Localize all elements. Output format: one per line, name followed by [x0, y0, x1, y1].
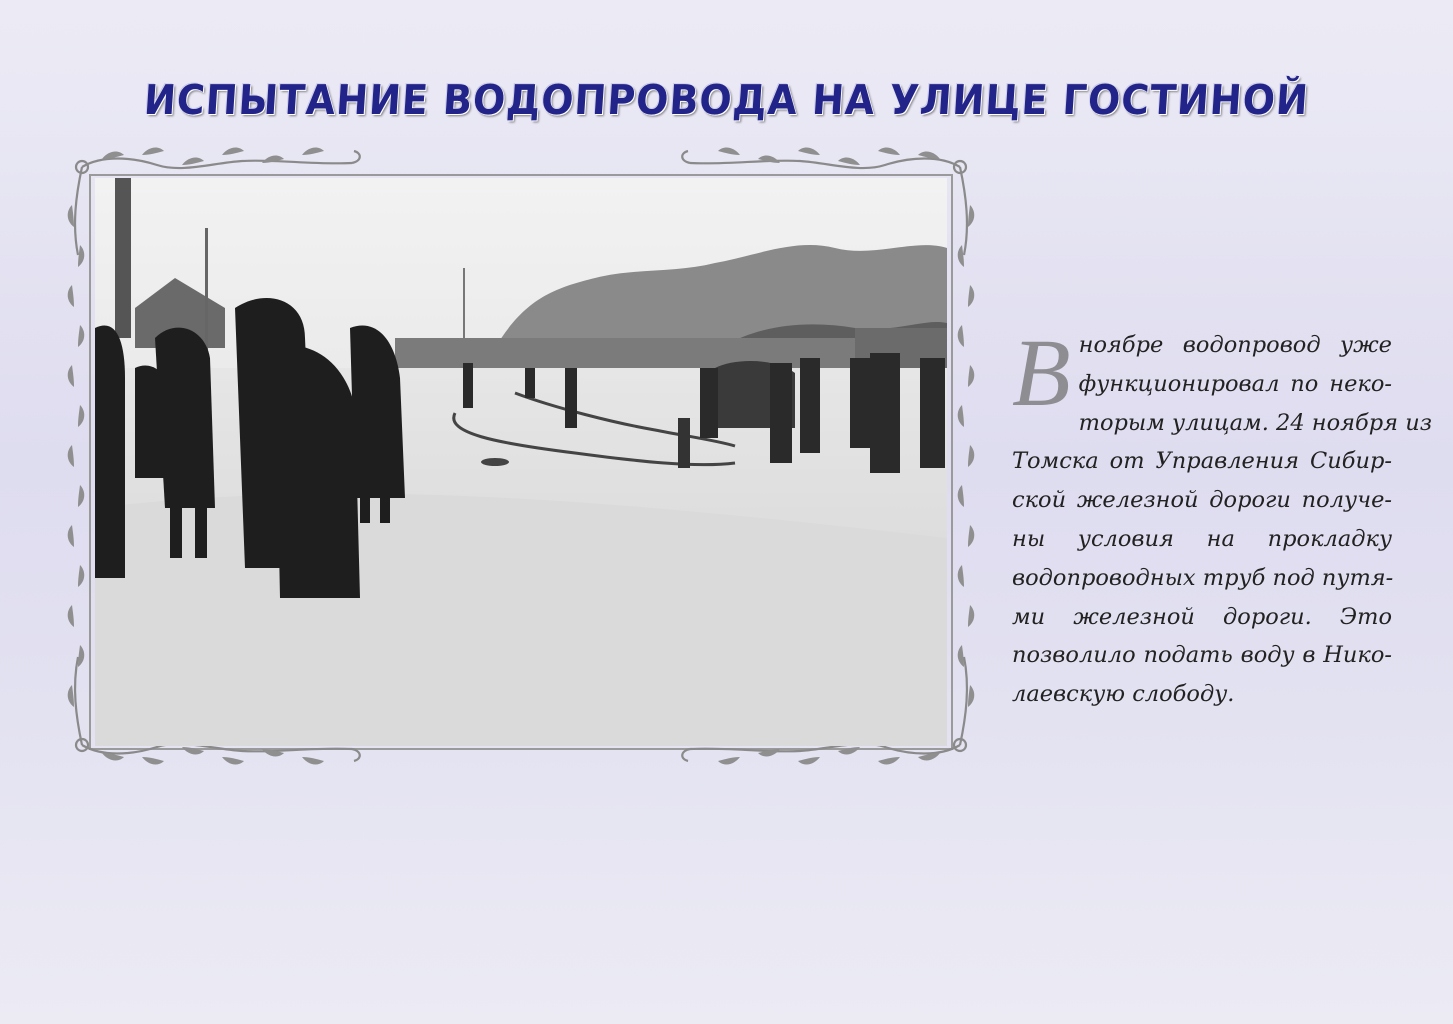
photo-street-water-test-icon: [95, 178, 947, 746]
text-line: ской железной дороги получе-: [1012, 487, 1392, 514]
text-line: торым улицам. 24 ноября из: [1078, 409, 1432, 436]
text-line: ми железной дороги. Это: [1012, 603, 1392, 630]
dropcap: В: [1012, 319, 1071, 426]
text-line: лаевскую слободу.: [1012, 681, 1235, 708]
historical-photo: [95, 178, 947, 746]
page-title: ИСПЫТАНИЕ ВОДОПРОВОДА НА УЛИЦЕ ГОСТИНОЙ: [142, 76, 1311, 124]
text-line: Томска от Управления Сибир-: [1012, 448, 1392, 475]
article-text: [1012, 319, 1432, 714]
text-line: ны условия на прокладку: [1012, 525, 1392, 552]
text-line: водопроводных труб под путя-: [1012, 564, 1394, 591]
text-line: позволило подать воду в Нико-: [1012, 642, 1392, 669]
text-line: функционировал по неко-: [1078, 370, 1392, 397]
text-line: ноябре водопровод уже: [1078, 332, 1392, 358]
